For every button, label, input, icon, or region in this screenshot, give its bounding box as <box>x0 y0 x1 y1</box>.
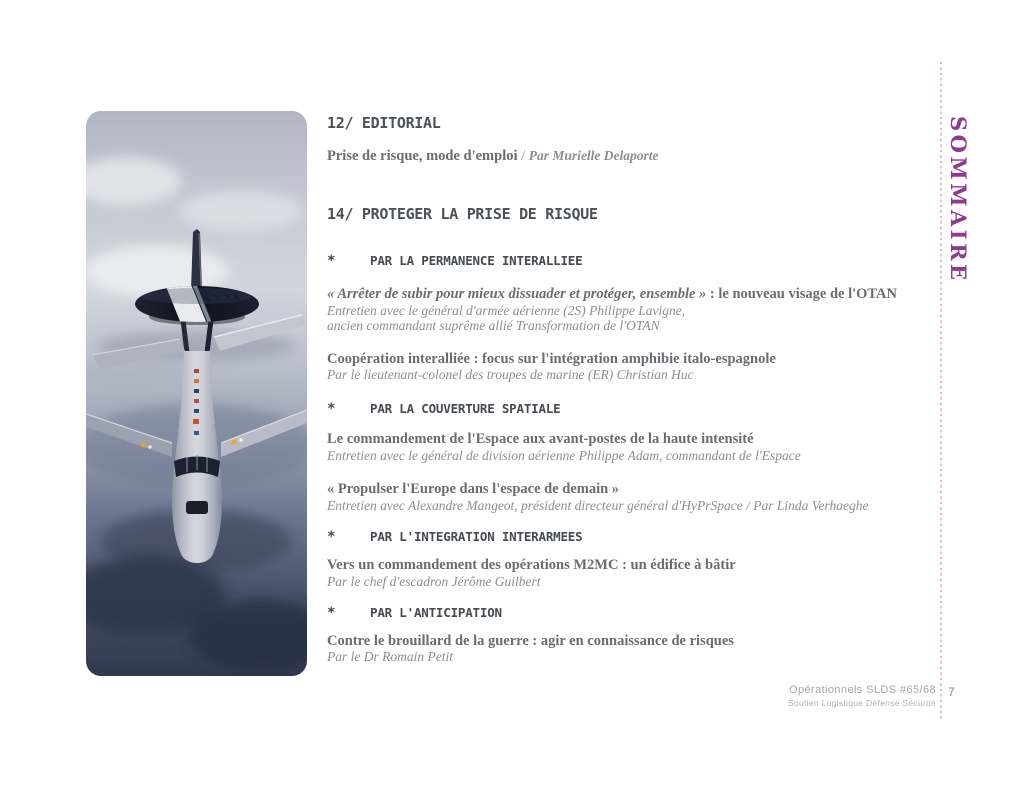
entry-byline: Par Murielle Delaporte <box>528 148 659 163</box>
toc-entry-propulser-byline: Entretien avec Alexandre Mangeot, président directeur général d'HyPrSpace / Par Linda Verhaeghe <box>327 498 869 513</box>
asterisk-marker: * <box>327 253 336 269</box>
toc-entry-cooperation-title: Coopération interalliée : focus sur l'intégration amphibie italo-espagnole <box>327 351 776 367</box>
toc-chapter-editorial: 12/ EDITORIAL <box>327 114 441 132</box>
toc-subsection-anticipation <box>327 605 502 621</box>
toc-entry-propulser-title: « Propulser l'Europe dans l'espace de demain » <box>327 481 620 497</box>
toc-entry-editorial <box>327 148 659 165</box>
awacs-aircraft-photo <box>86 111 307 676</box>
subsection-heading: PAR LA PERMANENCE INTERALLIEE <box>370 253 583 268</box>
toc-entry-cooperation-byline: Par le lieutenant-colonel des troupes de marine (ER) Christian Huc <box>327 367 694 382</box>
subsection-heading: PAR L'ANTICIPATION <box>370 605 502 620</box>
subsection-heading: PAR L'INTEGRATION INTERARMEES <box>370 529 583 544</box>
asterisk-marker: * <box>327 529 336 545</box>
awacs-photo-illustration <box>86 111 307 676</box>
entry-title-rest: : le nouveau visage de l'OTAN <box>706 286 897 302</box>
toc-subsection-couverture <box>327 401 560 417</box>
page-number: 7 <box>948 685 955 699</box>
entry-separator: / <box>517 148 529 164</box>
toc-entry-espace-title: Le commandement de l'Espace aux avant-postes de la haute intensité <box>327 431 754 447</box>
toc-entry-m2mc-byline: Par le chef d'escadron Jérôme Guilbert <box>327 574 541 589</box>
toc-subsection-integration <box>327 529 582 545</box>
toc-entry-otan-byline1: Entretien avec le général d'armée aérienne (2S) Philippe Lavigne, <box>327 303 686 318</box>
entry-title: Prise de risque, mode d'emploi <box>327 148 518 164</box>
asterisk-marker: * <box>327 401 336 417</box>
asterisk-marker: * <box>327 605 336 621</box>
toc-chapter-proteger: 14/ PROTEGER LA PRISE DE RISQUE <box>327 205 598 223</box>
entry-title-quote: « Arrêter de subir pour mieux dissuader et protéger, ensemble » <box>327 286 707 302</box>
sommaire-vertical-label: SOMMAIRE <box>946 116 971 284</box>
dotted-divider-line <box>940 62 942 722</box>
subsection-heading: PAR LA COUVERTURE SPATIALE <box>370 401 561 416</box>
toc-entry-otan-title <box>327 286 897 303</box>
magazine-tagline: Soutien Logistique Défense Sécurité <box>787 698 936 708</box>
toc-entry-m2mc-title: Vers un commandement des opérations M2MC : un édifice à bâtir <box>327 557 736 573</box>
toc-entry-brouillard-title: Contre le brouillard de la guerre : agir en connaissance de risques <box>327 633 734 649</box>
toc-subsection-permanence <box>327 253 582 269</box>
toc-entry-espace-byline: Entretien avec le général de division aérienne Philippe Adam, commandant de l'Espace <box>327 448 801 463</box>
toc-entry-brouillard-byline: Par le Dr Romain Petit <box>327 649 453 664</box>
toc-entry-otan-byline2: ancien commandant suprême allié Transformation de l'OTAN <box>327 318 660 333</box>
magazine-title: Opérationnels SLDS #65/68 <box>789 684 936 696</box>
footer-credits <box>788 684 936 708</box>
